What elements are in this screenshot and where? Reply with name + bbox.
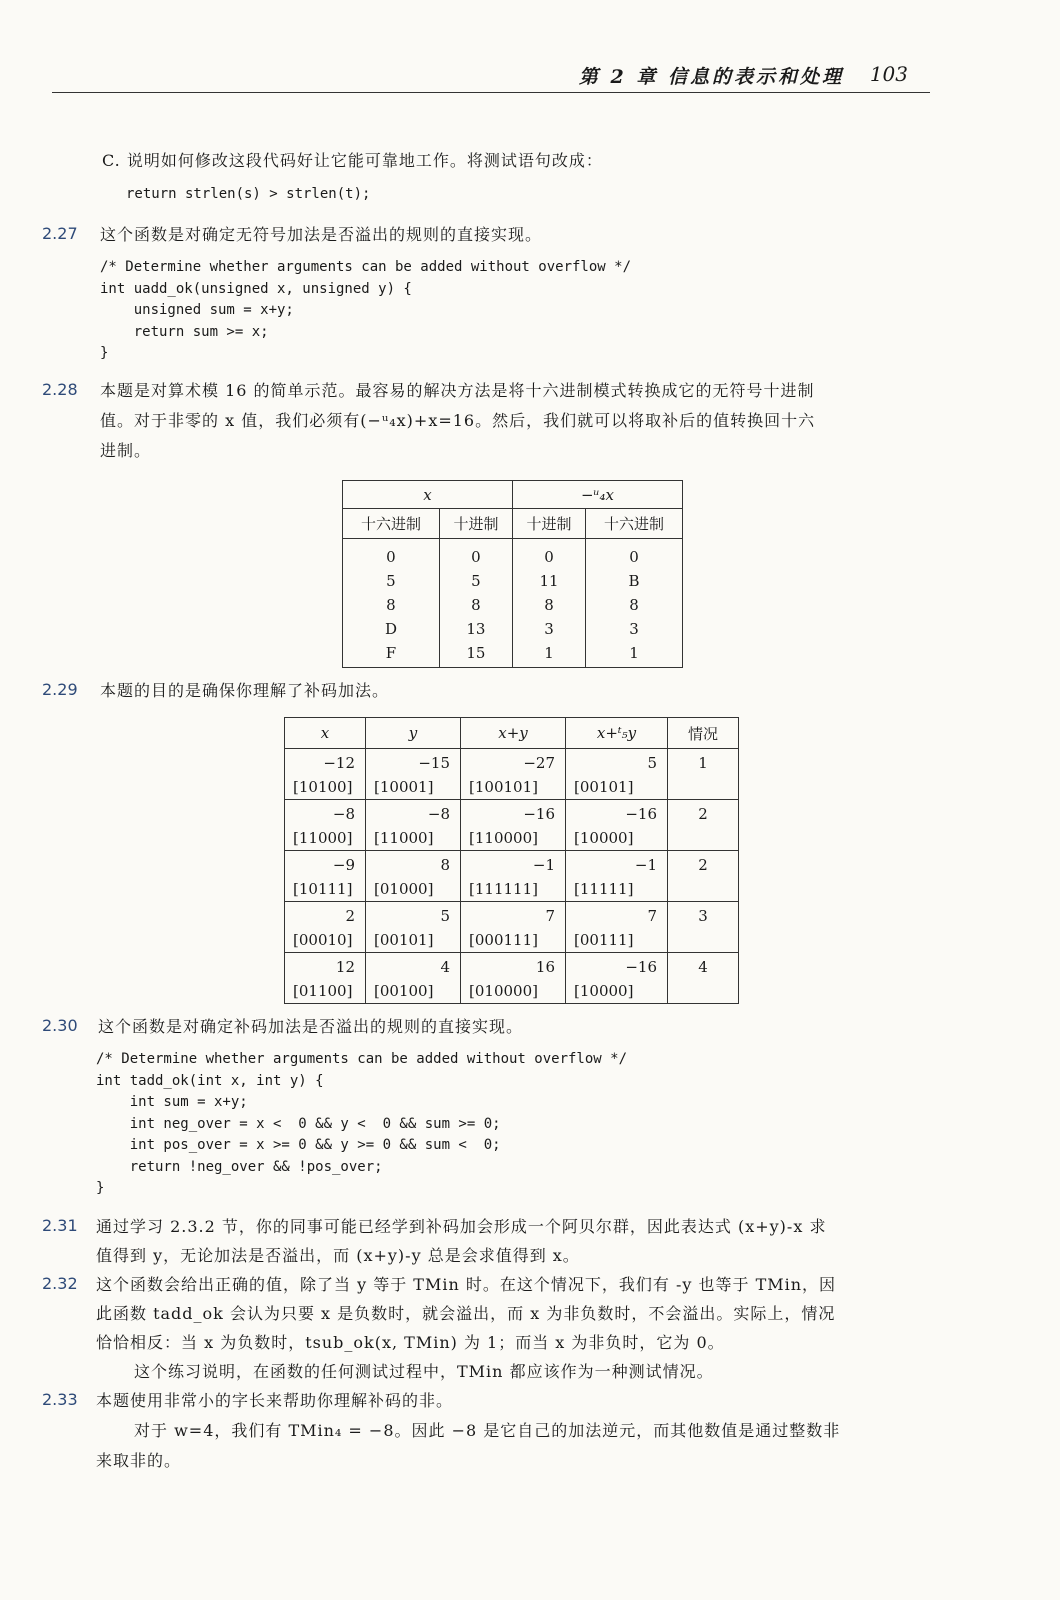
decimal-value: −16 — [523, 805, 555, 823]
sub-header: 十进制 — [439, 509, 512, 539]
case-cell: 4 — [668, 953, 739, 1004]
problem-number-2-30: 2.30 — [42, 1016, 78, 1035]
binary-value: [10111] — [293, 880, 353, 898]
table-cell: 0 — [586, 539, 683, 570]
table-cell: 8 — [343, 593, 440, 617]
table-cell — [285, 800, 366, 851]
problem-2-33-line-3: 来取非的。 — [96, 1451, 182, 1470]
table-cell: 13 — [439, 617, 512, 641]
chapter-title: 第 2 章 信息的表示和处理 — [578, 66, 844, 88]
table-row — [343, 539, 683, 570]
table-cell — [461, 749, 566, 800]
problem-2-29-text: 本题的目的是确保你理解了补码加法。 — [100, 681, 390, 700]
decimal-value: 16 — [535, 958, 555, 976]
problem-2-32-line-4: 这个练习说明，在函数的任何测试过程中，TMin 都应该作为一种测试情况。 — [134, 1362, 714, 1381]
binary-value: [10100] — [293, 778, 353, 796]
table-row — [343, 617, 683, 641]
table-row — [343, 593, 683, 617]
table-cell: 1 — [512, 641, 585, 668]
case-cell: 2 — [668, 851, 739, 902]
binary-value: [100101] — [469, 778, 538, 796]
table-cell — [566, 902, 668, 953]
problem-2-27-text: 这个函数是对确定无符号加法是否溢出的规则的直接实现。 — [100, 225, 543, 244]
sub-header: 十进制 — [512, 509, 585, 539]
sub-header: 十六进制 — [586, 509, 683, 539]
problem-2-33-line-2: 对于 w=4，我们有 TMin₄ = −8。因此 −8 是它自己的加法逆元，而其他数值是通过整数非 — [134, 1421, 841, 1440]
table-cell: 0 — [439, 539, 512, 570]
decimal-value: 7 — [647, 907, 657, 925]
table-cell: 8 — [512, 593, 585, 617]
table-cell: 3 — [512, 617, 585, 641]
table-cell: F — [343, 641, 440, 668]
decimal-value: −27 — [523, 754, 555, 772]
tadd-ok-code: /* Determine whether arguments can be added without overflow */ int tadd_ok(int x, int y) { int sum = x+y; int neg_over = x < 0 && y < 0 && sum >= 0; int pos_over = x >= 0 && y >= 0 && sum < 0; return !neg_over && !pos_over; } — [96, 1051, 628, 1196]
case-cell: 2 — [668, 800, 739, 851]
table-row — [343, 569, 683, 593]
table-cell — [285, 902, 366, 953]
table-row — [285, 953, 739, 1004]
case-cell: 3 — [668, 902, 739, 953]
binary-value: [01000] — [374, 880, 434, 898]
decimal-value: −12 — [323, 754, 355, 772]
table-cell: 8 — [439, 593, 512, 617]
table-cell: 0 — [343, 539, 440, 570]
table-cell: 8 — [586, 593, 683, 617]
binary-value: [00100] — [374, 982, 434, 1000]
decimal-value: −8 — [332, 805, 355, 823]
col-header-y: y — [366, 718, 461, 749]
decimal-value: −16 — [625, 958, 657, 976]
binary-value: [10001] — [374, 778, 434, 796]
problem-number-2-32: 2.32 — [42, 1274, 78, 1293]
problem-2-32-line-2: 此函数 tadd_ok 会认为只要 x 是负数时，就会溢出，而 x 为非负数时，不会溢出。实际上，情况 — [96, 1304, 836, 1323]
binary-value: [11000] — [293, 829, 353, 847]
binary-value: [000111] — [469, 931, 538, 949]
table-cell: 3 — [586, 617, 683, 641]
decimal-value: 4 — [440, 958, 450, 976]
binary-value: [00101] — [574, 778, 634, 796]
binary-value: [11000] — [374, 829, 434, 847]
table-cell — [566, 851, 668, 902]
decimal-value: 2 — [345, 907, 355, 925]
group-header-x: x — [343, 481, 513, 509]
page-number: 103 — [869, 62, 908, 86]
binary-value: [110000] — [469, 829, 538, 847]
table-cell: 11 — [512, 569, 585, 593]
table-cell: 15 — [439, 641, 512, 668]
table-cell — [366, 749, 461, 800]
table-cell — [461, 851, 566, 902]
decimal-value: −8 — [427, 805, 450, 823]
problem-2-32-line-1: 这个函数会给出正确的值，除了当 y 等于 TMin 时。在这个情况下，我们有 -y 也等于 TMin，因 — [96, 1275, 837, 1294]
binary-value: [01100] — [293, 982, 353, 1000]
binary-value: [10000] — [574, 829, 634, 847]
table-cell: 0 — [512, 539, 585, 570]
table-cell — [461, 902, 566, 953]
problem-2-28-line-2: 值。对于非零的 x 值，我们必须有(−ᵘ₄x)+x=16。然后，我们就可以将取补后的值转换回十六 — [100, 411, 816, 430]
table-row — [285, 749, 739, 800]
problem-2-31-line-2: 值得到 y，无论加法是否溢出，而 (x+y)-y 总是会求值得到 x。 — [96, 1246, 580, 1265]
problem-number-2-27: 2.27 — [42, 224, 78, 243]
table-cell — [566, 749, 668, 800]
decimal-value: 5 — [647, 754, 657, 772]
table-cell — [566, 953, 668, 1004]
problem-2-30-text: 这个函数是对确定补码加法是否溢出的规则的直接实现。 — [98, 1017, 524, 1036]
binary-value: [111111] — [469, 880, 538, 898]
decimal-value: −9 — [332, 856, 355, 874]
binary-value: [00101] — [374, 931, 434, 949]
binary-value: [10000] — [574, 982, 634, 1000]
binary-value: [010000] — [469, 982, 538, 1000]
table-cell: B — [586, 569, 683, 593]
col-header-tsum: x+ᵗ₅y — [566, 718, 668, 749]
table-cell — [461, 953, 566, 1004]
table-cell — [566, 800, 668, 851]
table-row — [343, 641, 683, 668]
problem-number-2-28: 2.28 — [42, 380, 78, 399]
col-header-x: x — [285, 718, 366, 749]
problem-2-31-line-1: 通过学习 2.3.2 节，你的同事可能已经学到补码加会形成一个阿贝尔群，因此表达式 (x+y)-x 求 — [96, 1217, 827, 1236]
decimal-value: −15 — [418, 754, 450, 772]
problem-number-2-29: 2.29 — [42, 680, 78, 699]
binary-value: [00111] — [574, 931, 634, 949]
decimal-value: −16 — [625, 805, 657, 823]
table-cell — [366, 953, 461, 1004]
table-cell — [285, 953, 366, 1004]
item-c-text: C. 说明如何修改这段代码好让它能可靠地工作。将测试语句改成： — [102, 151, 603, 170]
decimal-value: −1 — [634, 856, 657, 874]
table-cell: 5 — [439, 569, 512, 593]
table-cell — [366, 851, 461, 902]
group-header-neg-x: −ᵘ₄x — [512, 481, 682, 509]
binary-value: [11111] — [574, 880, 634, 898]
decimal-value: 5 — [440, 907, 450, 925]
table-cell — [366, 800, 461, 851]
decimal-value: 8 — [440, 856, 450, 874]
negation-table — [342, 480, 683, 668]
problem-2-28-line-1: 本题是对算术模 16 的简单示范。最容易的解决方法是将十六进制模式转换成它的无符号十进制 — [100, 381, 815, 400]
item-c-code: return strlen(s) > strlen(t); — [126, 186, 371, 202]
table-cell: D — [343, 617, 440, 641]
problem-2-33-line-1: 本题使用非常小的字长来帮助你理解补码的非。 — [96, 1391, 454, 1410]
table-cell — [285, 851, 366, 902]
table-row — [285, 851, 739, 902]
table-cell — [461, 800, 566, 851]
decimal-value: 12 — [335, 958, 355, 976]
decimal-value: −1 — [532, 856, 555, 874]
tadd-table — [284, 717, 739, 1004]
table-row — [285, 800, 739, 851]
case-cell: 1 — [668, 749, 739, 800]
running-header — [52, 58, 930, 93]
uadd-ok-code: /* Determine whether arguments can be added without overflow */ int uadd_ok(unsigned x, unsigned y) { unsigned sum = x+y; return sum >= x; } — [100, 259, 632, 361]
sub-header: 十六进制 — [343, 509, 440, 539]
table-cell — [285, 749, 366, 800]
problem-2-28-line-3: 进制。 — [100, 441, 152, 460]
col-header-sum: x+y — [461, 718, 566, 749]
decimal-value: 7 — [545, 907, 555, 925]
table-cell — [366, 902, 461, 953]
table-cell: 5 — [343, 569, 440, 593]
table-cell: 1 — [586, 641, 683, 668]
problem-2-32-line-3: 恰恰相反：当 x 为负数时，tsub_ok(x, TMin) 为 1；而当 x 为非负时，它为 0。 — [96, 1333, 725, 1352]
table-row — [285, 902, 739, 953]
binary-value: [00010] — [293, 931, 353, 949]
col-header-case: 情况 — [668, 718, 739, 749]
problem-number-2-33: 2.33 — [42, 1390, 78, 1409]
problem-number-2-31: 2.31 — [42, 1216, 78, 1235]
